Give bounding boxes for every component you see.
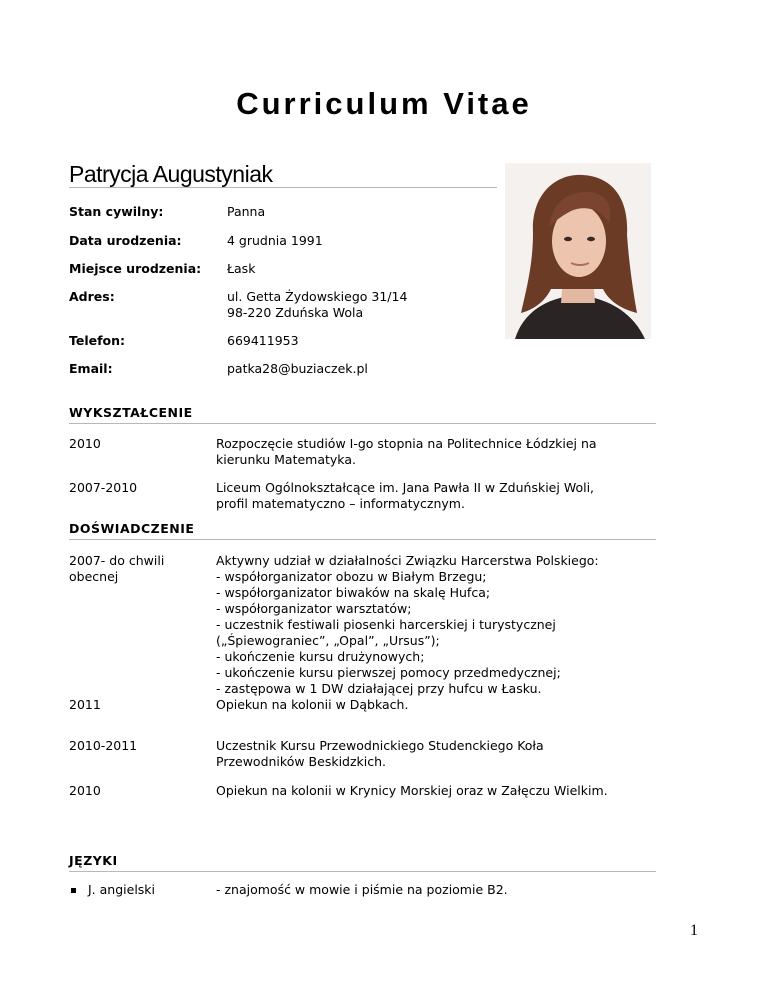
address-label: Adres:: [69, 289, 115, 304]
language-level: - znajomość w mowie i piśmie na poziomie B2.: [216, 882, 508, 897]
marital-status-value: Panna: [227, 204, 266, 219]
experience-date: 2007- do chwili obecnej: [69, 553, 165, 584]
profile-photo-image: [505, 163, 651, 339]
bullet-icon: [71, 888, 76, 893]
profile-photo: [505, 163, 651, 339]
experience-desc: Uczestnik Kursu Przewodnickiego Studenckiego Koła Przewodników Beskidzkich.: [216, 738, 544, 769]
page-number: 1: [690, 922, 698, 939]
education-heading: WYKSZTAŁCENIE: [69, 405, 656, 424]
languages-heading: JĘZYKI: [69, 853, 656, 872]
experience-desc: Aktywny udział w działalności Związku Harcerstwa Polskiego: - współorganizator obozu w Białym Brzegu; - współorganizator biwaków na skalę Hufca; - współorganizator warsztatów; - uczestnik festiwali piosenki harcerskiej i turystycznej („Śpiewograniec”, „Opal”, „Ursus”); - ukończenie kursu drużynowych; - ukończenie kursu pierwszej pomocy przedmedycznej; - zastępowa w 1 DW działającej przy hufcu w Łasku.: [216, 553, 599, 696]
birth-date-label: Data urodzenia:: [69, 233, 182, 248]
birth-place-label: Miejsce urodzenia:: [69, 261, 202, 276]
experience-heading: DOŚWIADCZENIE: [69, 521, 656, 540]
education-date: 2010: [69, 436, 101, 451]
email-label: Email:: [69, 361, 113, 376]
email-value[interactable]: patka28@buziaczek.pl: [227, 361, 368, 376]
person-name: Patrycja Augustyniak: [69, 161, 497, 188]
language-name: J. angielski: [88, 882, 156, 897]
experience-date: 2010-2011: [69, 738, 138, 753]
education-desc: Liceum Ogólnokształcące im. Jana Pawła II w Zduńskiej Woli, profil matematyczno – informatycznym.: [216, 480, 595, 511]
phone-label: Telefon:: [69, 333, 126, 348]
education-date: 2007-2010: [69, 480, 138, 495]
marital-status-label: Stan cywilny:: [69, 204, 164, 219]
experience-desc: Opiekun na kolonii w Krynicy Morskiej oraz w Załęczu Wielkim.: [216, 783, 608, 798]
phone-value: 669411953: [227, 333, 299, 348]
experience-date: 2011: [69, 697, 101, 712]
birth-place-value: Łask: [227, 261, 256, 276]
education-desc: Rozpoczęcie studiów I-go stopnia na Politechnice Łódzkiej na kierunku Matematyka.: [216, 436, 597, 467]
experience-desc: Opiekun na kolonii w Dąbkach.: [216, 697, 409, 712]
experience-date: 2010: [69, 783, 101, 798]
address-value: ul. Getta Żydowskiego 31/14 98-220 Zduńska Wola: [227, 289, 408, 320]
birth-date-value: 4 grudnia 1991: [227, 233, 323, 248]
document-title: Curriculum Vitae: [236, 86, 532, 121]
